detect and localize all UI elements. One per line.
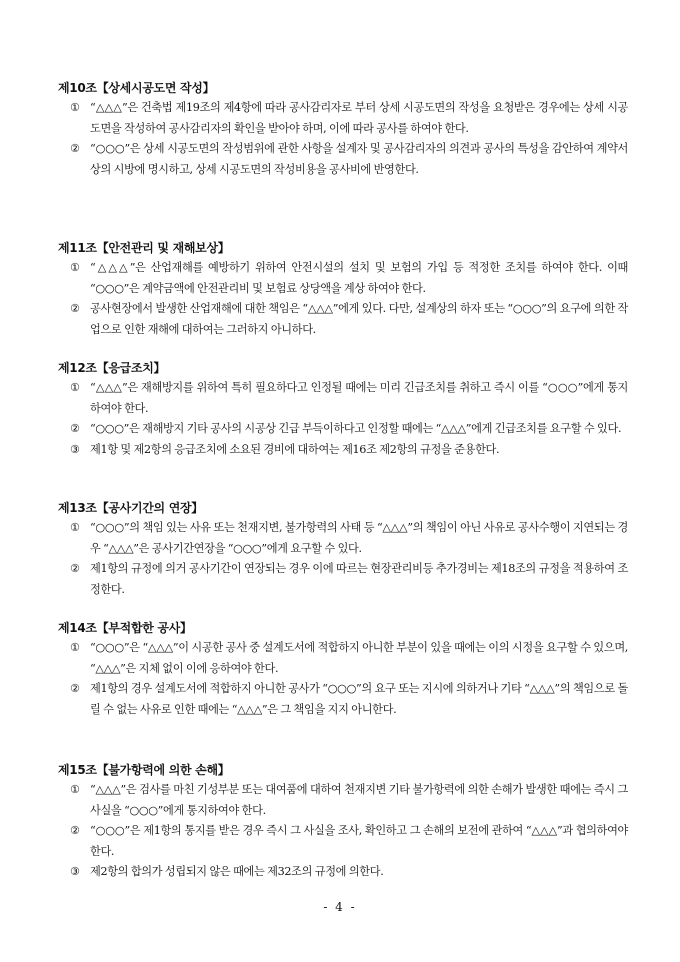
clause-text: “△△△”은 건축법 제19조의 제4항에 따라 공사감리자로 부터 상세 시공도면의 작성을 요청받은 경우에는 상세 시공도면을 작성하여 공사감리자의 확인을 받아야 하며, 이에 따라 공사를 하여야 한다.: [90, 101, 628, 135]
article-heading: 제11조【안전관리 및 재해보상】: [58, 241, 230, 255]
clause-text: 제1항 및 제2항의 응급조치에 소요된 경비에 대하여는 제16조 제2항의 규정을 준용한다.: [90, 442, 500, 456]
clause-number: ②: [70, 682, 80, 695]
clause: [58, 821, 628, 862]
clause: [58, 139, 628, 180]
clause-text: “○○○”은 “△△△”이 시공한 공사 중 설계도서에 적합하지 아니한 부분이 있을 때에는 이의 시정을 요구할 수 있으며, “△△△”은 지체 없이 이에 응하여야 한다.: [90, 641, 628, 675]
clause-text: “△△△”은 산업재해를 예방하기 위하여 안전시설의 설치 및 보험의 가입 등 적정한 조치를 하여야 한다. 이때 “○○○”은 계약금액에 안전관리비 및 보험료 상당액을 계상 하여야 한다.: [90, 261, 628, 295]
article-12: [58, 358, 628, 460]
clause: [58, 559, 628, 600]
clause-number: ②: [70, 142, 80, 155]
clause-number: ①: [70, 381, 80, 394]
clause-number: ①: [70, 261, 80, 274]
article-15: [58, 760, 628, 883]
clause-text: 제1항의 경우 설계도서에 적합하지 아니한 공사가 “○○○”의 요구 또는 지시에 의하거나 기타 “△△△”의 책임으로 돌릴 수 없는 사유로 인한 때에는 “△△△”은 그 책임을 지지 아니한다.: [90, 682, 628, 716]
article-heading: 제12조【응급조치】: [58, 361, 166, 375]
clause: [58, 780, 628, 821]
article-13: [58, 498, 628, 600]
clause-text: “○○○”은 제1항의 통지를 받은 경우 즉시 그 사실을 조사, 확인하고 그 손해의 보전에 관하여 “△△△”과 협의하여야 한다.: [90, 824, 628, 858]
clause-text: “○○○”은 재해방지 기타 공사의 시공상 긴급 부득이하다고 인정할 때에는 “△△△”에게 긴급조치를 요구할 수 있다.: [90, 422, 622, 435]
clause-text: “○○○”의 책임 있는 사유 또는 천재지변, 불가항력의 사태 등 “△△△”의 책임이 아닌 사유로 공사수행이 지연되는 경우 “△△△”은 공사기간연장을 “○○○”에게 요구할 수 있다.: [90, 521, 628, 555]
clause-number: ②: [70, 562, 80, 575]
clause: [58, 419, 628, 440]
clause-text: 공사현장에서 발생한 산업재해에 대한 책임은 “△△△”에게 있다. 다만, 설계상의 하자 또는 “○○○”의 요구에 의한 작업으로 인한 재해에 대하여는 그러하지 아니하다.: [90, 302, 628, 336]
clause-number: ①: [70, 101, 80, 114]
clause-number: ①: [70, 783, 80, 796]
article-14: [58, 618, 628, 720]
clause-number: ③: [70, 865, 80, 878]
clause: [58, 299, 628, 340]
clause-number: ③: [70, 442, 80, 456]
clause-number: ②: [70, 302, 80, 315]
article-heading: 제10조【상세시공도면 작성】: [58, 81, 215, 95]
clause: [58, 440, 628, 461]
clause: [58, 638, 628, 679]
article-heading: 제15조【불가항력에 의한 손해】: [58, 763, 230, 777]
clause: [58, 679, 628, 720]
clause: [58, 862, 628, 883]
clause-number: ②: [70, 422, 80, 435]
article-heading: 제13조【공사기간의 연장】: [58, 501, 204, 515]
clause: [58, 518, 628, 559]
article-heading: 제14조【부적합한 공사】: [58, 621, 192, 635]
clause-text: 제1항의 규정에 의거 공사기간이 연장되는 경우 이에 따르는 현장관리비등 추가경비는 제18조의 규정을 적용하여 조정한다.: [90, 562, 628, 596]
clause-number: ①: [70, 641, 80, 654]
clause-text: 제2항의 합의가 성립되지 않은 때에는 제32조의 규정에 의한다.: [90, 865, 384, 878]
clause-text: “○○○”은 상세 시공도면의 작성범위에 관한 사항을 설계자 및 공사감리자의 의견과 공사의 특성을 감안하여 계약서상의 시방에 명시하고, 상세 시공도면의 작성비용을 공사비에 반영한다.: [90, 142, 628, 176]
clause: [58, 258, 628, 299]
clause-text: “△△△”은 재해방지를 위하여 특히 필요하다고 인정될 때에는 미리 긴급조치를 취하고 즉시 이를 “○○○”에게 통지하여야 한다.: [90, 381, 628, 415]
page-number: - 4 -: [323, 900, 357, 914]
article-11: [58, 238, 628, 340]
clause: [58, 98, 628, 139]
clause: [58, 378, 628, 419]
clause-number: ①: [70, 521, 80, 534]
clause-number: ②: [70, 824, 80, 837]
clause-text: “△△△”은 검사를 마친 기성부분 또는 대여품에 대하여 천재지변 기타 불가항력에 의한 손해가 발생한 때에는 즉시 그 사실을 “○○○”에게 통지하여야 한다.: [90, 783, 628, 817]
article-10: [58, 78, 628, 180]
